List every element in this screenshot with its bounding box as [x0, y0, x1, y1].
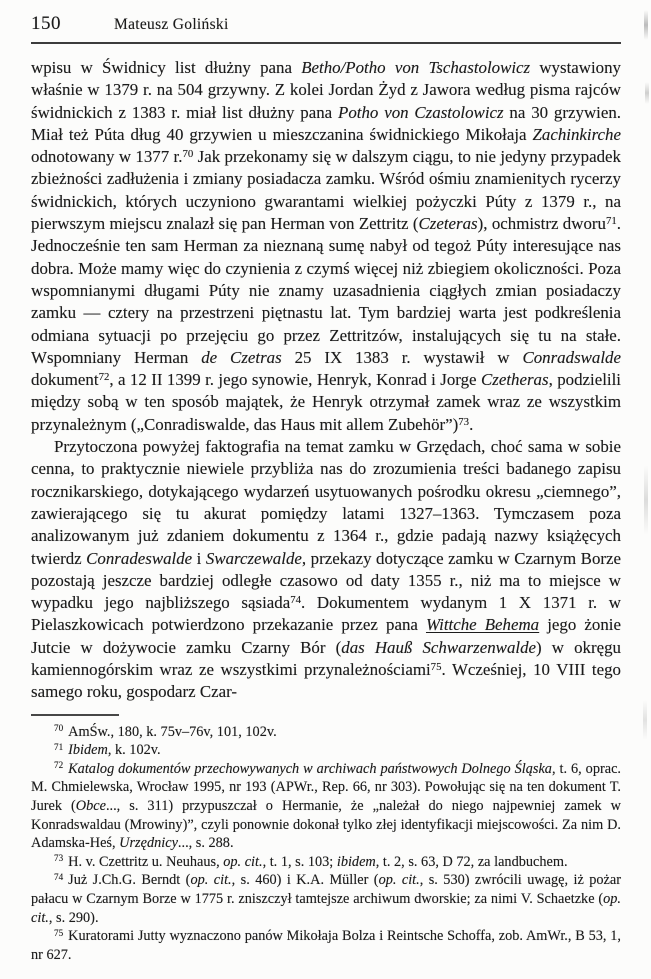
footnote-72-text: Katalog dokumentów przechowywanych w archiwach państwowych Dolnego Śląska, t. 6, oprac. M. Chmielewska, Wrocław 1995, nr 193 (APWr., Rep. 66, nr 303). Powołując się na ten dokument T. Jurek (Obce..., s. 311) przypuszczał o Hermanie, że „należał do niego najpewniej zamek w Konradswaldau (Mrowiny)”, czyli ponownie dokonał tylko złej identyfikacji miejscowości. Za nim D. Adamska-Heś, Urzędnicy..., s. 288. [31, 760, 622, 852]
footnote-75 [31, 927, 621, 964]
footnote-71-number: 71 [54, 741, 64, 752]
footnote-74 [31, 871, 621, 927]
footnote-71-text: Ibidem, k. 102v. [68, 742, 161, 759]
footnote-73 [31, 853, 621, 872]
footnote-70-number: 70 [54, 723, 64, 734]
footnote-75-number: 75 [54, 927, 64, 938]
footnote-75-text: Kuratorami Jutty wyznaczono panów Mikołaja Bolza i Reintsche Schoffa, zob. AmWr., B 53, 1, nr 627. [31, 928, 621, 963]
footnote-71 [31, 741, 621, 760]
footnote-74-text: Już J.Ch.G. Berndt (op. cit., s. 460) i K.A. Müller (op. cit., s. 530) zwrócili uwagę, iż pożar pałacu w Czarnym Borze w 1775 r. zniszczył tamtejsze archiwum dworskie; za nimi V. Schaetzke (op. cit., s. 290). [31, 872, 622, 926]
footnote-73-text: H. v. Czettritz u. Neuhaus, op. cit., t. 1, s. 103; ibidem, t. 2, s. 63, D 72, za landbuchem. [68, 853, 568, 870]
footnote-72-number: 72 [54, 760, 64, 771]
footnote-70-text: AmŚw., 180, k. 75v–76v, 101, 102v. [68, 723, 277, 740]
footnote-74-number: 74 [54, 871, 64, 882]
body-paragraph-1: wpisu w Świdnicy list dłużny pana Betho/Potho von Tschastolowicz wystawiony właśnie w 1379 r. na 504 grzywny. Z kolei Jordan Żyd z Jawora według pisma rajców świdnickich z 1383 r. miał list dłużny pana Potho von Czastolowicz na 30 grzywien. Miał też Púta dług 40 grzywien u mieszczanina świdnickiego Mikołaja Zachinkirche odnotowany w 1377 r.$^{70}$ Jak przekonamy się w dalszym ciągu, to nie jedyny przypadek zbieżności zadłużenia i zmiany posiadacza zamku. Wśród ośmiu znamienitych rycerzy świdnickich, których uczyniono gwarantami wielkiej pożyczki Púty z 1379 r., na pierwszym miejscu znalazł się pan Herman von Zettritz (Czeteras), ochmistrz dworu$^{71}$. Jednocześnie ten sam Herman za nieznaną sumę nabył od tegoż Púty interesujące nas dobra. Może mamy więc do czynienia z czymś więcej niż zbiegiem okoliczności. Poza wspomnianymi długami Púty nie znamy uzasadnienia ciągłych zmian posiadaczy zamku — cztery na przestrzeni piętnastu lat. Tym bardziej warta jest podkreślenia odmiana sytuacji po przejęciu go przez Zettritzów, instalujących się tu na stałe. Wspomniany Herman de Czetras 25 IX 1383 r. wystawił w Conradswalde dokument$^{72}$, a 12 II 1399 r. jego synowie, Henryk, Konrad i Jorge Czetheras, podzielili między sobą w ten sposób majątek, że Henryk otrzymał zamek wraz ze wszystkim przynależnym („Conradiswalde, das Haus mit allem Zubehör”)$^{73}$. [31, 58, 621, 434]
page-number: 150 [31, 13, 61, 34]
footnote-separator-rule [31, 714, 119, 716]
footnotes-block [31, 723, 621, 965]
scan-edge-artifact [644, 465, 648, 535]
header-rule [31, 42, 621, 44]
scan-edge-artifact [644, 10, 648, 40]
page-header [31, 13, 621, 35]
scan-edge-artifact [643, 700, 647, 740]
scan-edge-artifact [645, 82, 649, 104]
running-header-author: Mateusz Goliński [114, 16, 229, 33]
page-body [31, 57, 621, 704]
body-paragraph-2: Przytoczona powyżej faktografia na temat zamku w Grzędach, choć sama w sobie cenna, to praktycznie niewiele przybliża nas do zrozumienia treści badanego zapisu rocznikarskiego, dotykającego wydarzeń usytuowanych pośrodku okresu „ciemnego”, zawierającego się tu akurat pomiędzy latami 1327–1363. Tymczasem poza analizowanym już zdaniem dokumentu z 1364 r., gdzie padają nazwy książęcych twierdz Conradeswalde i Swarczewalde, przekazy dotyczące zamku w Czarnym Borze pozostają jeszcze bardziej odległe czasowo od daty 1355 r., niż ma to miejsce w wypadku jego najbliższego sąsiada$^{74}$. Dokumentem wydanym 1 X 1371 r. w Pielaszkowicach potwierdzono przekazanie przez pana Wittche Behema jego żonie Jutcie w dożywocie zamku Czarny Bór (das Hauß Schwarzenwalde) w okręgu kamiennogórskim wraz ze wszystkimi przynależnościami$^{75}$. Wcześniej, 10 VIII tego samego roku, gospodarz Czar- [31, 437, 622, 702]
footnote-73-number: 73 [54, 853, 64, 864]
footnote-70 [31, 723, 621, 742]
footnote-72 [31, 760, 621, 853]
